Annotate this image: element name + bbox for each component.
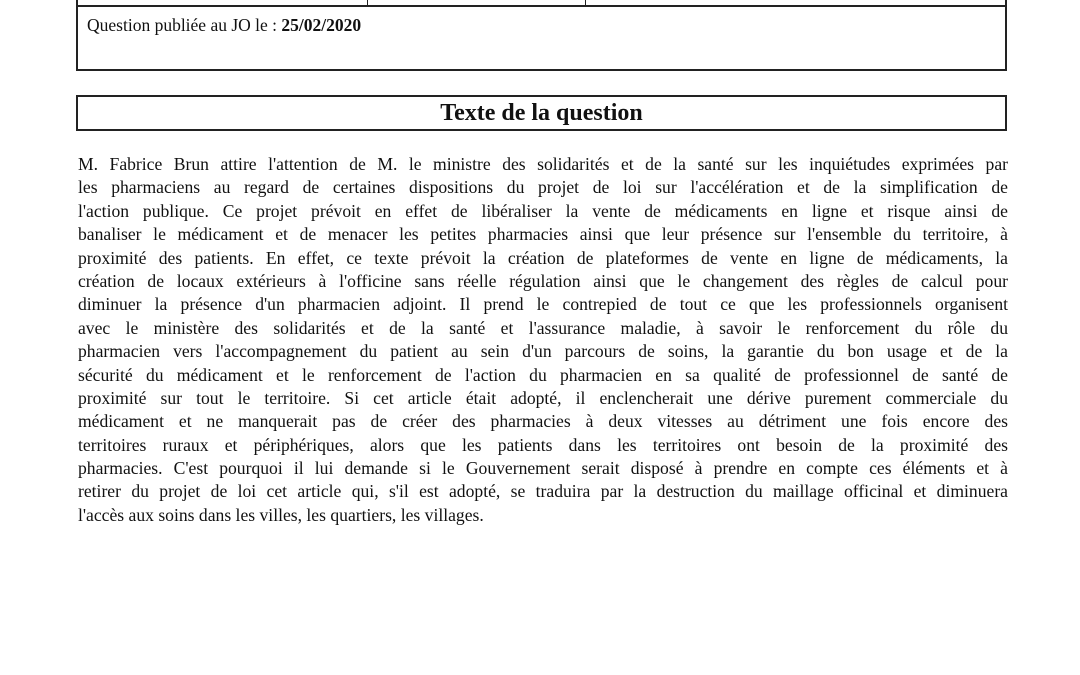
text-line: l'action publique. Ce projet prévoit en effet de libéraliser la vente de médicaments en ligne et risque ainsi de [78,200,1008,221]
text-line: M. Fabrice Brun attire l'attention de M. le ministre des solidarités et de la santé sur les inquiétudes exprimées par [78,154,1008,174]
publication-box [76,5,1007,71]
question-text [78,153,1008,527]
text-line: pharmacies. C'est pourquoi il lui demande si le Gouvernement serait disposé à prendre en compte ces éléments et à [78,458,1008,479]
text-line: territoires ruraux et périphériques, alors que les patients dans les territoires ont besoin de la proximité des [78,434,1008,455]
text-line: médicament et ne manquerait pas de créer des pharmacies à deux vitesses au détriment une fois encore des [78,411,1008,432]
text-line: l'accès aux soins dans les villes, les quartiers, les villages. [78,504,484,525]
text-line: sécurité du médicament et le renforcement de l'action du pharmacien en sa qualité de professionnel de santé de [78,364,1008,385]
text-line: diminuer la présence d'un pharmacien adjoint. Il prend le contrepied de tout ce que les professionnels organisent [78,294,1008,315]
publication-date: 25/02/2020 [281,15,362,35]
section-title: Texte de la question [440,100,643,126]
publication-label: Question publiée au JO le : [87,15,282,35]
text-line: banaliser le médicament et de menacer les petites pharmacies ainsi que leur présence sur l'ensemble du territoire, à [78,224,1008,245]
text-line: proximité sur tout le territoire. Si cet article était adopté, il enclencherait une dérive purement commerciale du [78,387,1008,408]
text-line: retirer du projet de loi cet article qui, s'il est adopté, se traduira par la destruction du maillage officinal et diminuera [78,481,1008,502]
text-line: avec le ministère des solidarités et de la santé et l'assurance maladie, à savoir le renforcement du rôle du [78,317,1008,338]
publication-line [87,15,361,36]
section-header [76,95,1007,131]
text-line: proximité des patients. En effet, ce texte prévoit la création de plateformes de vente en ligne de médicaments, la [78,247,1008,268]
text-line: pharmacien vers l'accompagnement du patient au sein d'un parcours de soins, la garantie du bon usage et de la [78,341,1008,362]
text-line: création de locaux extérieurs à l'officine sans réelle régulation ainsi que le changement des règles de calcul pour [78,270,1008,291]
text-line: les pharmaciens au regard de certaines dispositions du projet de loi sur l'accélération et de la simplification de [78,177,1008,198]
